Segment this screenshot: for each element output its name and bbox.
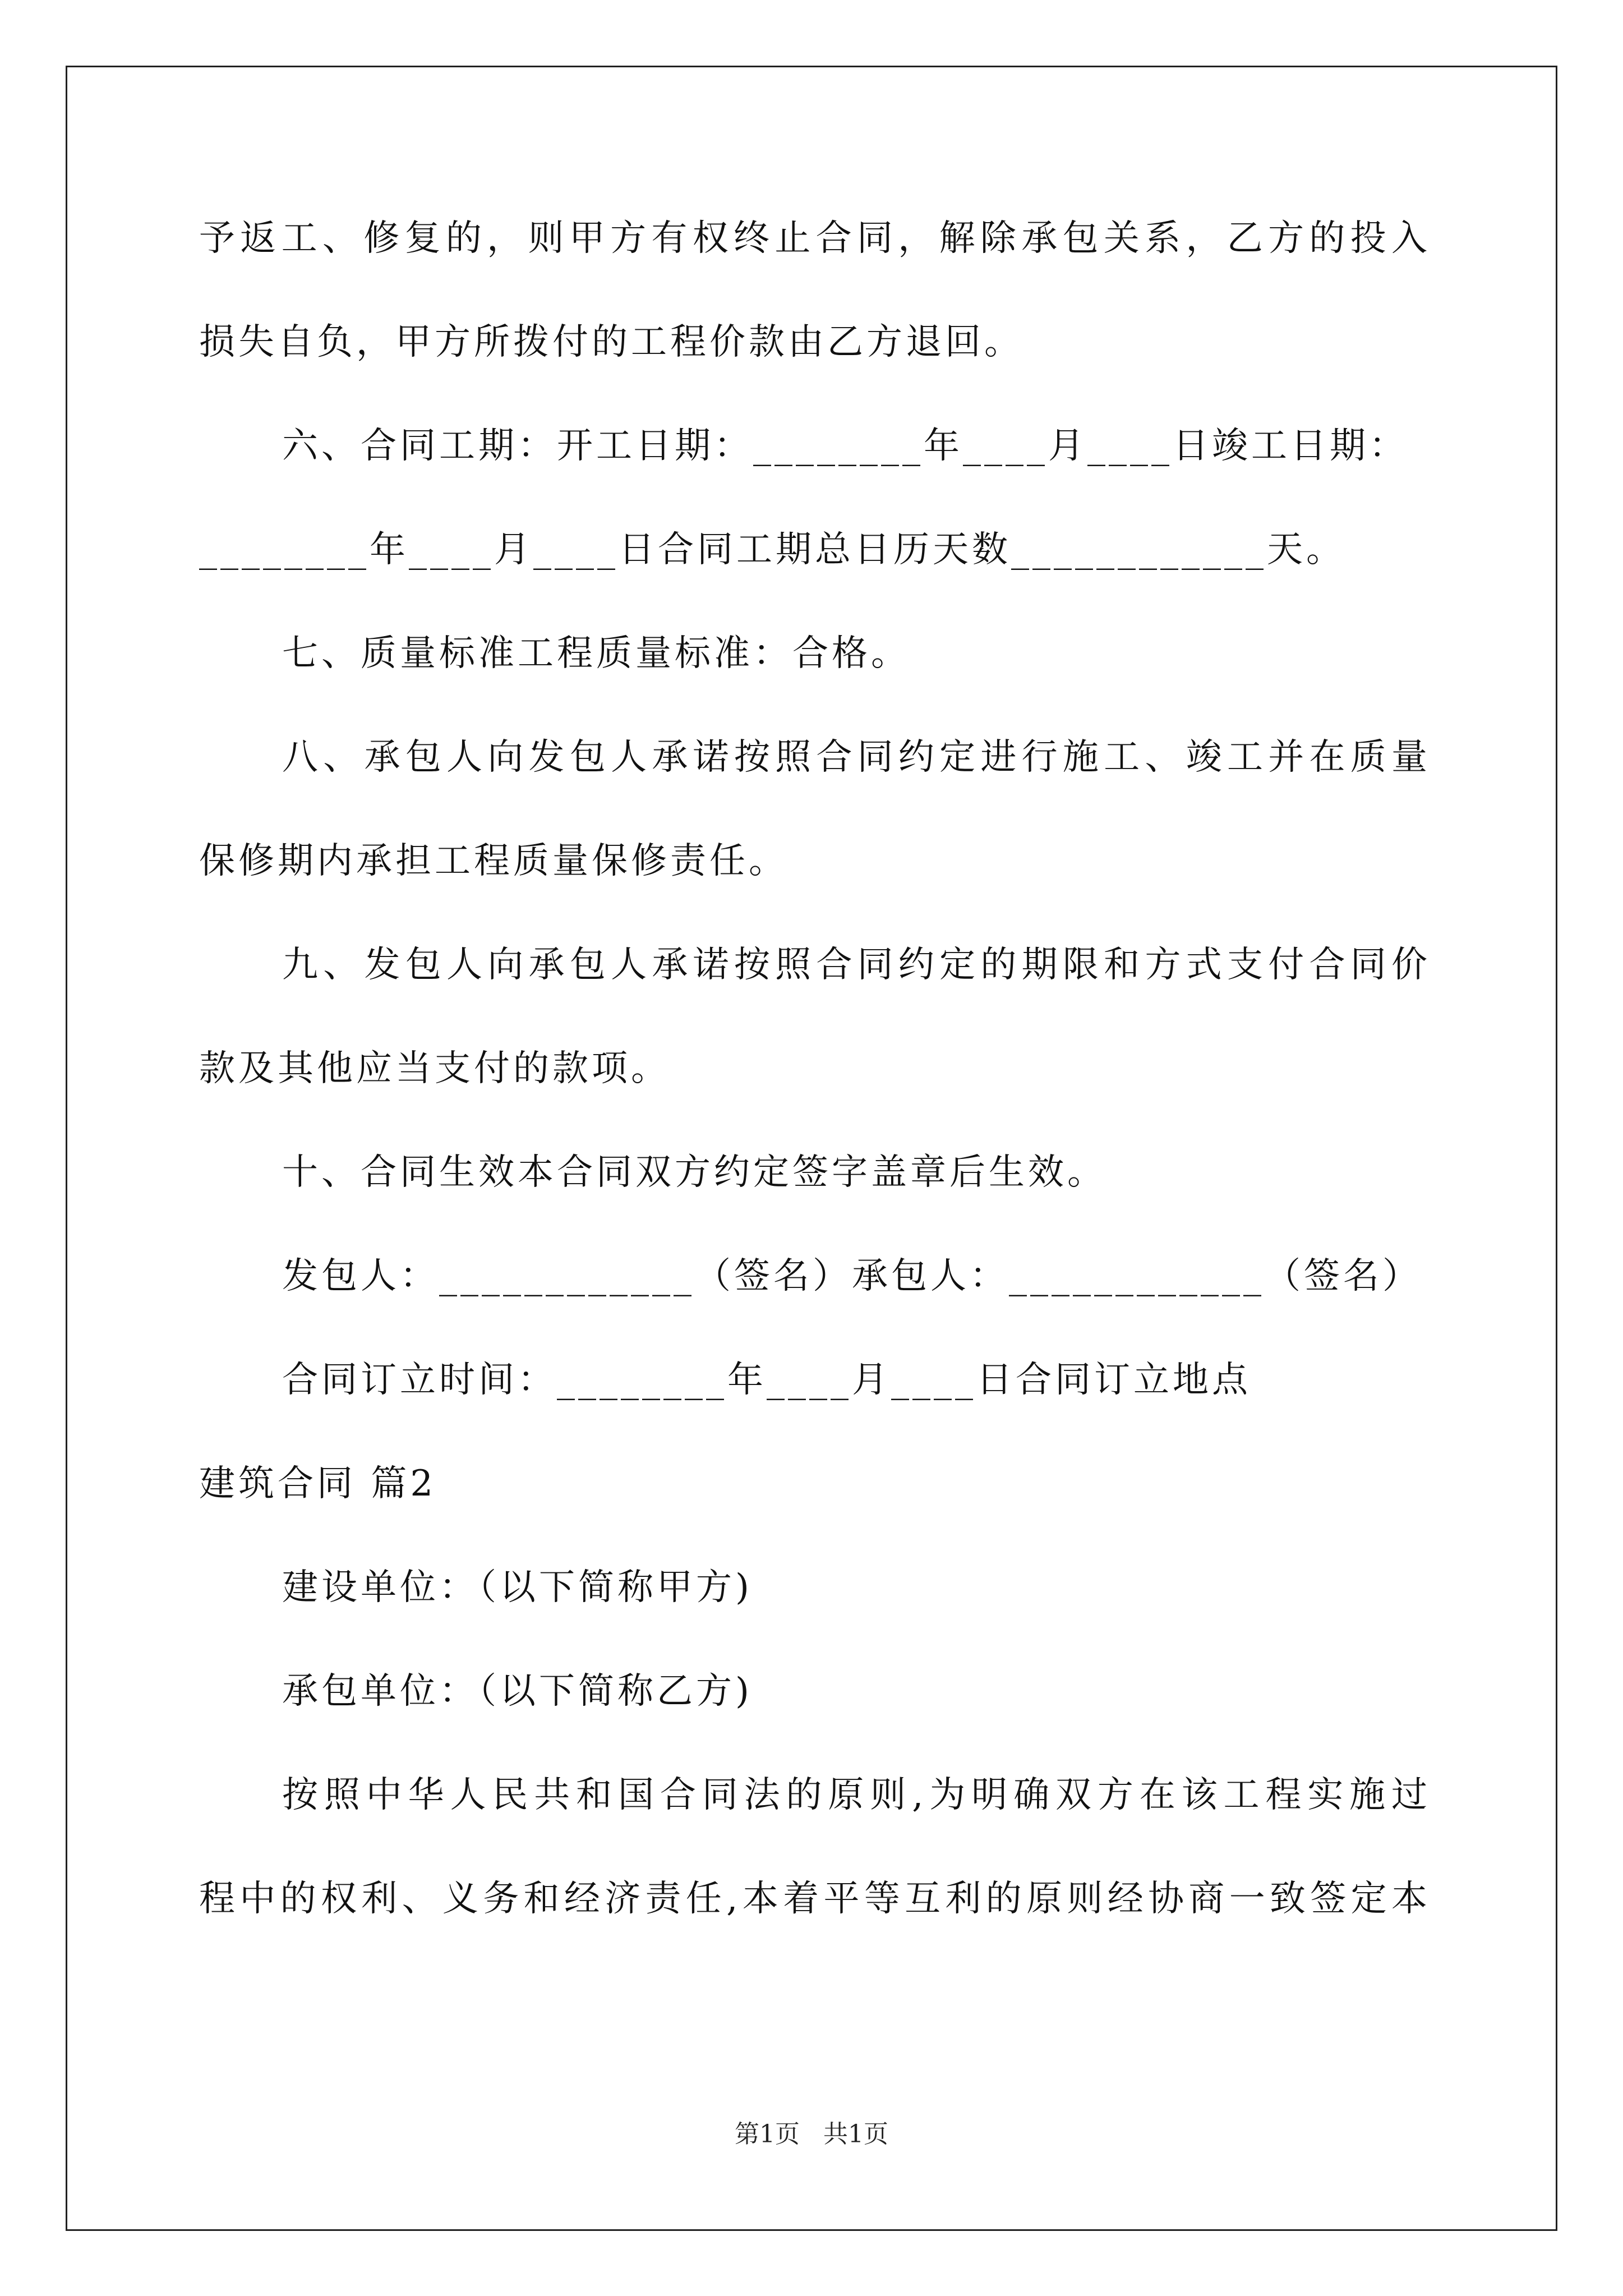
text-line: 八、承包人向发包人承诺按照合同约定进行施工、竣工并在质量 [282, 737, 1427, 778]
text-line: 程中的权利、义务和经济责任,本着平等互利的原则经协商一致签定本 [199, 1878, 1427, 1920]
text-line: 建设单位：（以下简称甲方) [282, 1567, 753, 1608]
signature-line: 发包人：____________（签名）承包人：____________（签名） [282, 1255, 1422, 1297]
text-line: 保修期内承担工程质量保修责任。 [199, 840, 788, 882]
text-line: 六、合同工期：开工日期：________年____月____日竣工日期： [282, 425, 1408, 467]
page-footer: 第1页 共1页 [735, 2120, 888, 2148]
text-line: 按照中华人民共和国合同法的原则,为明确双方在该工程实施过 [282, 1774, 1427, 1816]
section-heading: 建筑合同 篇2 [199, 1463, 437, 1504]
text-line: 损失自负，甲方所拨付的工程价款由乙方退回。 [199, 321, 1023, 363]
text-line: 款及其他应当支付的款项。 [199, 1048, 670, 1089]
text-line: 予返工、修复的，则甲方有权终止合同，解除承包关系，乙方的投入 [199, 218, 1427, 259]
date-line: 合同订立时间：________年____月____日合同订立地点 [282, 1359, 1251, 1401]
text-line: 七、质量标准工程质量标准：合格。 [282, 633, 910, 674]
text-line: 十、合同生效本合同双方约定签字盖章后生效。 [282, 1152, 1106, 1193]
text-line: ________年____月____日合同工期总日历天数____________天。 [199, 529, 1345, 570]
text-line: 承包单位：（以下简称乙方) [282, 1671, 753, 1712]
text-line: 九、发包人向承包人承诺按照合同约定的期限和方式支付合同价 [282, 944, 1427, 986]
